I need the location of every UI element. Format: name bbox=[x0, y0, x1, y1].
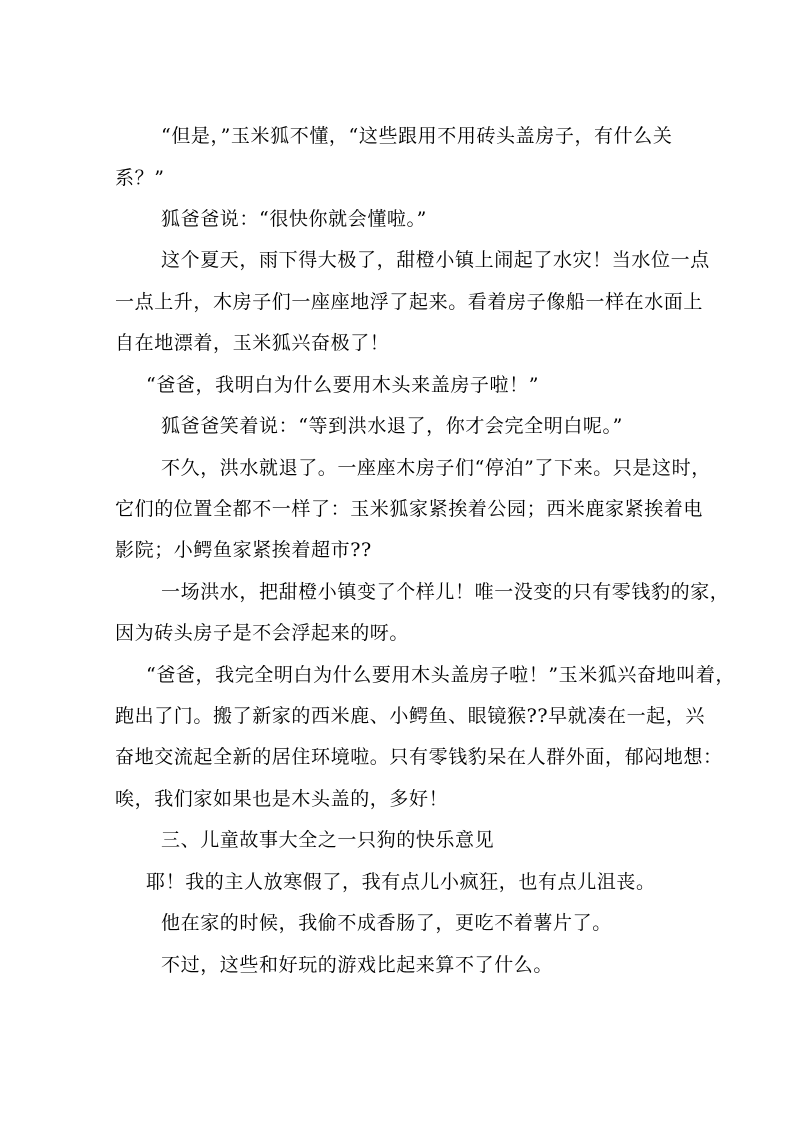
section-heading: 三、儿童故事大全之一只狗的快乐意见 bbox=[161, 829, 495, 851]
text-line: 系？” bbox=[115, 167, 165, 189]
text-line: 一点上升，木房子们一座座地浮了起来。看着房子像船一样在水面上 bbox=[115, 291, 704, 313]
text-line: 一场洪水，把甜橙小镇变了个样儿！唯一没变的只有零钱豹的家， bbox=[161, 581, 730, 603]
text-line: 他在家的时候，我偷不成香肠了，更吃不着薯片了。 bbox=[161, 912, 612, 934]
text-line: 耶！我的主人放寒假了，我有点儿小疯狂，也有点儿沮丧。 bbox=[146, 871, 656, 893]
text-line: 奋地交流起全新的居住环境啦。只有零钱豹呆在人群外面，郁闷地想： bbox=[115, 746, 723, 768]
text-line: 因为砖头房子是不会浮起来的呀。 bbox=[115, 622, 410, 644]
text-line: 唉，我们家如果也是木头盖的，多好！ bbox=[115, 788, 449, 810]
text-line: 自在地漂着，玉米狐兴奋极了！ bbox=[115, 332, 390, 354]
text-line: “爸爸，我完全明白为什么要用木头盖房子啦！”玉米狐兴奋地叫着， bbox=[146, 664, 736, 686]
text-line: 跑出了门。搬了新家的西米鹿、小鳄鱼、眼镜猴??早就凑在一起，兴 bbox=[115, 705, 705, 727]
text-line: 影院；小鳄鱼家紧挨着超市?? bbox=[115, 539, 372, 561]
text-line: “爸爸，我明白为什么要用木头来盖房子啦！” bbox=[146, 374, 540, 396]
text-line: 它们的位置全都不一样了：玉米狐家紧挨着公园；西米鹿家紧挨着电 bbox=[115, 498, 704, 520]
text-line: “但是，”玉米狐不懂，“这些跟用不用砖头盖房子，有什么关 bbox=[161, 125, 673, 147]
text-line: 狐爸爸说：“很快你就会懂啦。” bbox=[161, 208, 427, 230]
text-line: 狐爸爸笑着说：“等到洪水退了，你才会完全明白呢。” bbox=[161, 415, 623, 437]
text-line: 这个夏天，雨下得大极了，甜橙小镇上闹起了水灾！当水位一点 bbox=[161, 249, 710, 271]
text-line: 不久，洪水就退了。一座座木房子们“停泊”了下来。只是这时， bbox=[161, 457, 711, 479]
text-line: 不过，这些和好玩的游戏比起来算不了什么。 bbox=[161, 954, 554, 976]
